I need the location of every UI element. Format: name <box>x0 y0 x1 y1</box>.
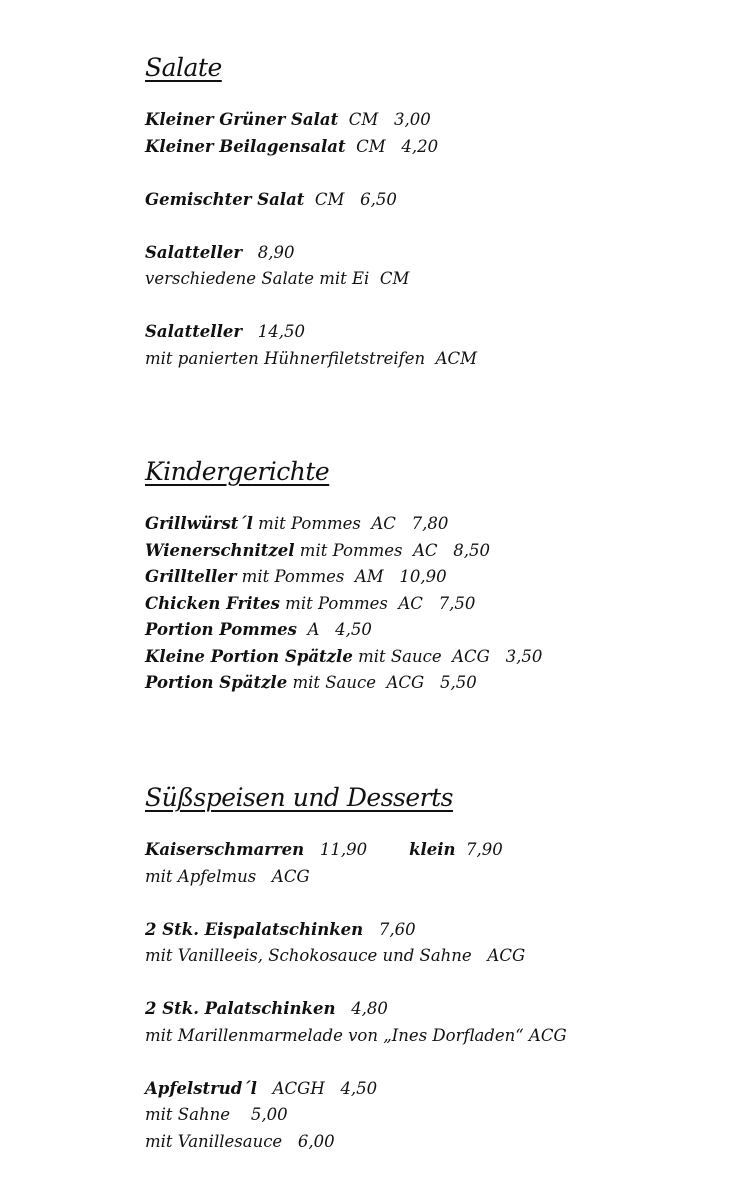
item-detail: CM 4,20 <box>345 136 439 156</box>
item-name: 2 Stk. Eispalatschinken <box>145 919 364 939</box>
menu-item <box>145 644 542 671</box>
menu-item <box>145 134 477 161</box>
menu-item <box>145 670 542 697</box>
item-name: Apfelstrud´l <box>145 1078 257 1098</box>
menu-item <box>145 564 542 591</box>
item-name: Wienerschnitzel <box>145 540 295 560</box>
menu-item <box>145 917 567 944</box>
menu-item <box>145 319 477 346</box>
item-detail: A 4,50 <box>296 620 372 639</box>
item-detail: mit Sauce ACG 5,50 <box>287 673 477 692</box>
menu-item <box>145 187 477 214</box>
item-price: 4,80 <box>335 999 388 1018</box>
item-name: Portion Pommes <box>145 620 297 639</box>
item-name: Kleine Portion Spätzle <box>145 646 353 666</box>
section-title-desserts: Süßspeisen und Desserts <box>145 783 453 812</box>
item-description: verschiedene Salate mit Ei CM <box>145 269 410 288</box>
item-name: 2 Stk. Palatschinken <box>145 999 336 1018</box>
item-name: Kleiner Grüner Salat <box>145 110 339 129</box>
item-description: mit Marillenmarmelade von „Ines Dorfladen“ ACG <box>145 1025 567 1045</box>
item-name: Salatteller <box>145 322 243 341</box>
section-desserts <box>145 783 567 1155</box>
item-description: mit Apfelmus ACG <box>145 866 310 886</box>
section-kindergerichte <box>145 457 542 697</box>
item-detail: mit Pommes AC 7,80 <box>252 514 449 533</box>
item-name: Kleiner Beilagensalat <box>145 136 346 156</box>
item-option: mit Sahne 5,00 <box>145 1105 288 1124</box>
menu-item <box>145 617 542 644</box>
menu-item <box>145 538 542 565</box>
item-small-price: 7,90 <box>455 840 503 859</box>
menu-item <box>145 240 477 267</box>
item-description: mit panierten Hühnerfiletstreifen ACM <box>145 348 478 368</box>
menu-item <box>145 996 567 1023</box>
item-name: Grillteller <box>145 567 237 586</box>
menu-item <box>145 107 477 134</box>
item-description: mit Vanilleeis, Schokosauce und Sahne ACG <box>145 946 526 965</box>
menu-item <box>145 591 542 618</box>
item-detail: mit Pommes AC 8,50 <box>294 540 491 560</box>
item-detail: CM 6,50 <box>304 189 397 209</box>
item-name: Portion Spätzle <box>145 673 288 692</box>
item-price: 11,90 <box>304 840 410 859</box>
section-salate <box>145 53 477 372</box>
item-name: Gemischter Salat <box>145 189 305 209</box>
item-name: Chicken Frites <box>145 593 280 613</box>
item-detail: CM 3,00 <box>338 110 431 129</box>
item-name: Salatteller <box>145 242 243 262</box>
item-detail: mit Pommes AM 10,90 <box>236 567 447 586</box>
item-price: 7,60 <box>363 919 416 939</box>
item-detail: mit Sauce ACG 3,50 <box>352 646 543 666</box>
item-detail: 8,90 <box>242 242 295 262</box>
item-name: Kaiserschmarren <box>145 840 305 859</box>
item-detail: 14,50 <box>242 322 306 341</box>
item-small-label: klein <box>409 840 456 859</box>
item-option: mit Vanillesauce 6,00 <box>145 1131 335 1151</box>
menu-item <box>145 1076 567 1103</box>
item-detail: mit Pommes AC 7,50 <box>279 593 476 613</box>
item-name: Grillwürst´l <box>145 514 253 533</box>
section-title-salate: Salate <box>145 53 222 82</box>
menu-item <box>145 511 542 538</box>
item-price: ACGH 4,50 <box>256 1078 378 1098</box>
menu-item <box>145 837 567 864</box>
section-title-kindergerichte: Kindergerichte <box>145 457 330 486</box>
